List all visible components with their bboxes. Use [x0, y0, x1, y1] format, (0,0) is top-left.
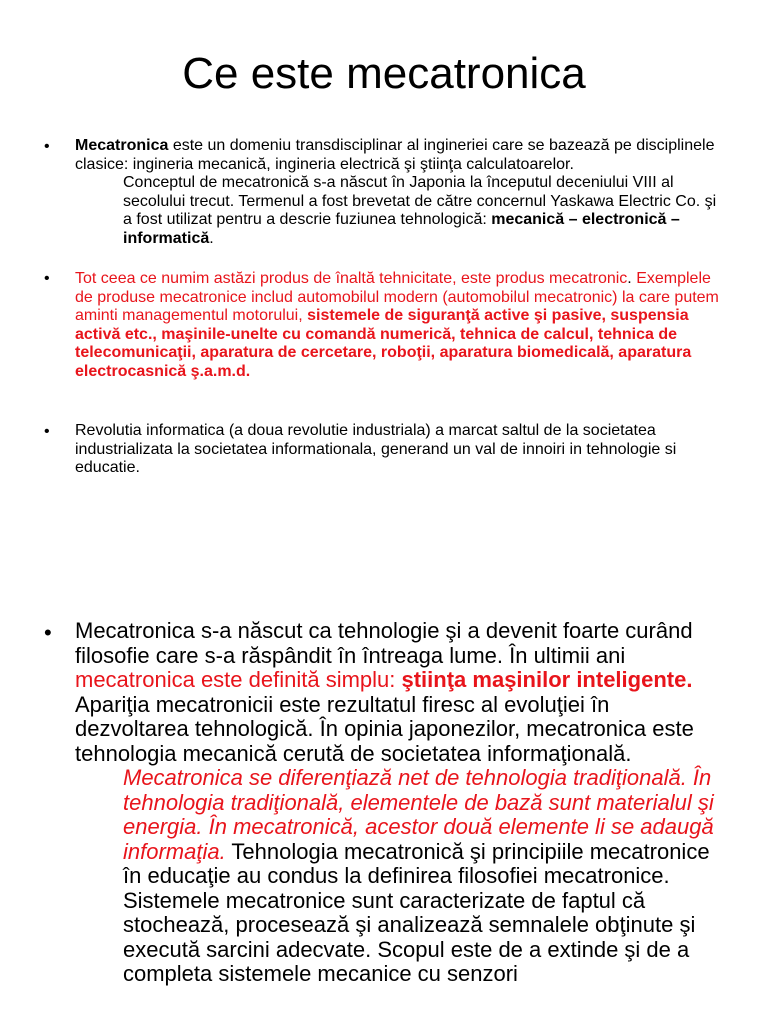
fusion-terms: mecanică – electronică – informatică: [123, 211, 680, 247]
bullet-marker-4: •: [44, 620, 52, 645]
paragraph-products: [75, 270, 723, 381]
definition-text: este un domeniu transdisciplinar al ingineriei care se bazează pe disciplinele clasice: ingineria mecanică, ingineria electrică şi ştiinţa calculatoarelor.: [75, 137, 715, 173]
examples-text: Exemplele de produse mecatronice includ automobilul modern (automobilul mecatronic) la care putem aminti managementul motorului,: [75, 270, 719, 324]
systems-text: Sistemele mecatronice sunt caracterizate de faptul că stochează, procesează şi analizează semnalele obţinute şi execută sarcini adecvate. Scopul este de a extinde şi de a completa sistemele mecanice cu senzori: [123, 887, 696, 986]
bullet-marker-3: •: [44, 423, 50, 440]
products-intro: Tot ceea ce numim astăzi produs de înaltă tehnicitate, este produs mecatronic: [75, 270, 628, 287]
philosophy-text: Mecatronica s-a născut ca tehnologie şi a devenit foarte curând filosofie care s-a răspândit în întreaga lume. În ultimii ani: [75, 618, 693, 668]
bullet-marker-1: •: [44, 138, 50, 155]
period: .: [627, 270, 632, 287]
page-title: Ce este mecatronica: [182, 49, 586, 98]
education-text: Tehnologia mecatronică şi principiile mecatronice în educaţie au condus la definirea filosofiei mecatronice.: [123, 838, 710, 888]
paragraph-mecatronica-definition: [75, 137, 725, 248]
revolution-text: Revolutia informatica (a doua revolutie industriala) a marcat saltul de la societatea industrializata la societatea informationala, generand un val de innoiri in tehnologie si educatie.: [75, 422, 677, 476]
term-mecatronica: Mecatronica: [75, 137, 169, 154]
definition-red: mecatronica este definită simplu:: [75, 667, 402, 692]
concept-history-text: Conceptul de mecatronică s-a născut în Japonia la începutul deceniului VIII al secolului trecut. Termenul a fost brevetat de către concernul Yaskawa Electric Co. şi a fost utilizat pentru a descrie fuziunea tehnologică:: [123, 174, 717, 228]
paragraph-revolution: [75, 422, 715, 478]
period: .: [209, 229, 214, 247]
examples-list: sistemele de siguranţă active şi pasive, suspensia activă etc., maşinile-unelte cu comandă numerică, tehnica de calcul, tehnica de telecomunicaţii, aparatura de cercetare, roboţii, aparatura biomedicală, aparatura electrocasnică ş.a.m.d.: [75, 307, 692, 380]
evolution-text: Apariţia mecatronicii este rezultatul firesc al evoluţiei în dezvoltarea tehnologică. În opinia japonezilor, mecatronica este tehnologia mecanică cerută de societatea informaţională.: [75, 691, 694, 766]
paragraph-philosophy: [75, 619, 725, 987]
traditional-contrast: Mecatronica se diferenţiază net de tehnologia tradiţională. În tehnologia tradiţională, elementele de bază sunt materialul şi energia. În mecatronică, acestor două elemente li se adaugă informaţia.: [123, 765, 714, 864]
bullet-marker-2: •: [44, 270, 50, 287]
period: .: [686, 667, 693, 692]
definition-key-term: ştiinţa maşinilor inteligente: [401, 667, 687, 692]
